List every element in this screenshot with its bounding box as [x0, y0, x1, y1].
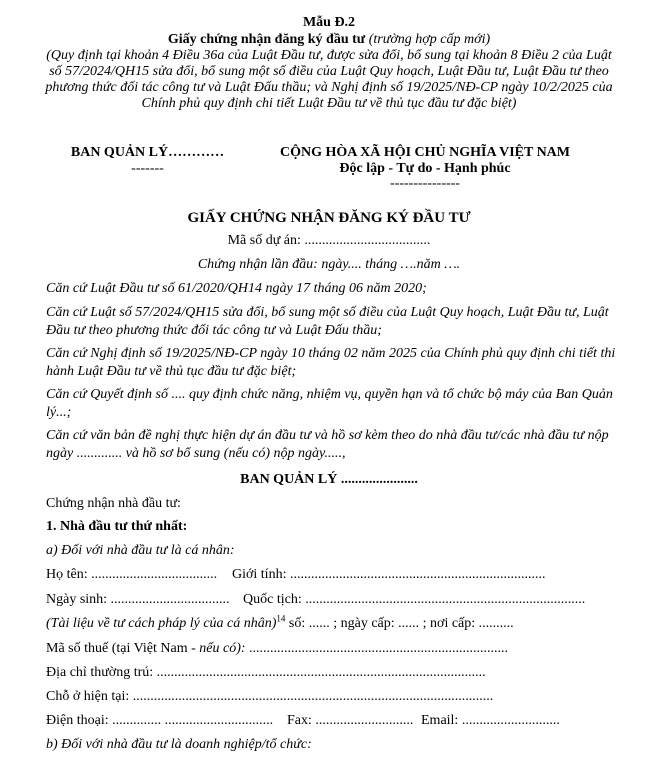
tax-code-field: [46, 640, 508, 657]
legal-document-label: (Tài liệu về tư cách pháp lý của cá nhân): [46, 616, 277, 631]
document-title: GIẤY CHỨNG NHẬN ĐĂNG KÝ ĐẦU TƯ: [187, 210, 471, 226]
organization-investor-heading: b) Đối với nhà đầu tư là doanh nghiệp/tổ chức:: [46, 737, 312, 752]
regulation-note: (Quy định tại khoản 4 Điều 36a của Luật Đầu tư, được sửa đổi, bổ sung tại khoản 8 Điều 2 của Luật số 57/2024/QH15 sửa đổi, bổ sung một số điều của Luật Quy hoạch, Luật Đầu tư, Luật Đầu tư theo phương thức đối tác công tư và Luật Đấu thầu; và Nghị định số 19/2025/NĐ-CP ngày 10/2/2025 của Chính phủ quy định chi tiết Luật Đầu tư về thủ tục đầu tư đặc biệt): [45, 48, 613, 111]
footnote-marker: 14: [276, 613, 286, 624]
fax-field: Fax: ............................: [287, 713, 414, 728]
tax-code-note: nếu có):: [199, 641, 246, 656]
full-name-field: Họ tên: ....................................: [46, 567, 218, 582]
form-code: Mẫu Đ.2: [302, 15, 356, 30]
current-address-field: Chỗ ở hiện tại: .......................................................................................................: [46, 689, 494, 704]
dob-field: Ngày sinh: ..................................: [46, 592, 230, 607]
legal-document-field: [46, 615, 514, 632]
section-first-investor: 1. Nhà đầu tư thứ nhất:: [46, 519, 188, 534]
form-title-note: (trường hợp cấp mới): [368, 32, 491, 47]
tax-code-dots: ..........................................................................: [245, 641, 509, 656]
permanent-address-field: Địa chỉ thường trú: ..............................................................................................: [46, 665, 486, 680]
agency-divider: -------: [131, 161, 164, 176]
form-title: Giấy chứng nhận đăng ký đầu tư: [167, 32, 366, 47]
individual-investor-heading: a) Đối với nhà đầu tư là cá nhân:: [46, 543, 235, 558]
legal-basis-item: Căn cứ Luật số 57/2024/QH15 sửa đổi, bổ sung một số điều của Luật Quy hoạch, Luật Đầu tư, Luật Đầu tư theo phương thức đối tác công tư và Luật Đấu thầu;: [46, 305, 609, 338]
country-name: CỘNG HÒA XÃ HỘI CHỦ NGHĨA VIỆT NAM: [279, 145, 570, 160]
certifies-label: Chứng nhận nhà đầu tư:: [46, 496, 181, 511]
tax-code-label: Mã số thuế (tại Việt Nam -: [46, 641, 200, 656]
first-certification: Chứng nhận lần đầu: ngày.... tháng ….năm ….: [197, 257, 461, 272]
agency-name: BAN QUẢN LÝ…………: [70, 145, 225, 160]
form-title-line: [0, 31, 658, 48]
gender-field: Giới tính: .........................................................................: [232, 567, 546, 582]
national-motto: Độc lập - Tự do - Hạnh phúc: [339, 161, 511, 176]
phone-field: Điện thoại: .............. ...............................: [46, 713, 274, 728]
legal-basis-item: Căn cứ văn bản đề nghị thực hiện dự án đầu tư và hồ sơ kèm theo do nhà đầu tư/các nhà đầu tư nộp ngày ............. và hồ sơ bổ sung (nếu có) nộp ngày.....,: [46, 428, 609, 461]
legal-basis-item: Căn cứ Quyết định số .... quy định chức năng, nhiệm vụ, quyền hạn và tổ chức bộ máy của Ban Quản lý...;: [46, 387, 613, 420]
nationality-field: Quốc tịch: ................................................................................: [243, 592, 586, 607]
legal-basis-item: Căn cứ Nghị định số 19/2025/NĐ-CP ngày 10 tháng 02 năm 2025 của Chính phủ quy định chi tiết thi hành Luật Đầu tư về thủ tục đầu tư đặc biệt;: [46, 346, 616, 379]
project-code: Mã số dự án: ....................................: [227, 233, 431, 248]
management-board: BAN QUẢN LÝ ......................: [240, 472, 418, 487]
email-field: Email: ............................: [421, 713, 560, 728]
motto-divider: ---------------: [390, 176, 460, 191]
legal-document-details: số: ...... ; ngày cấp: ...... ; nơi cấp: ..........: [285, 616, 514, 631]
legal-basis-item: Căn cứ Luật Đầu tư số 61/2020/QH14 ngày 17 tháng 06 năm 2020;: [46, 281, 427, 296]
